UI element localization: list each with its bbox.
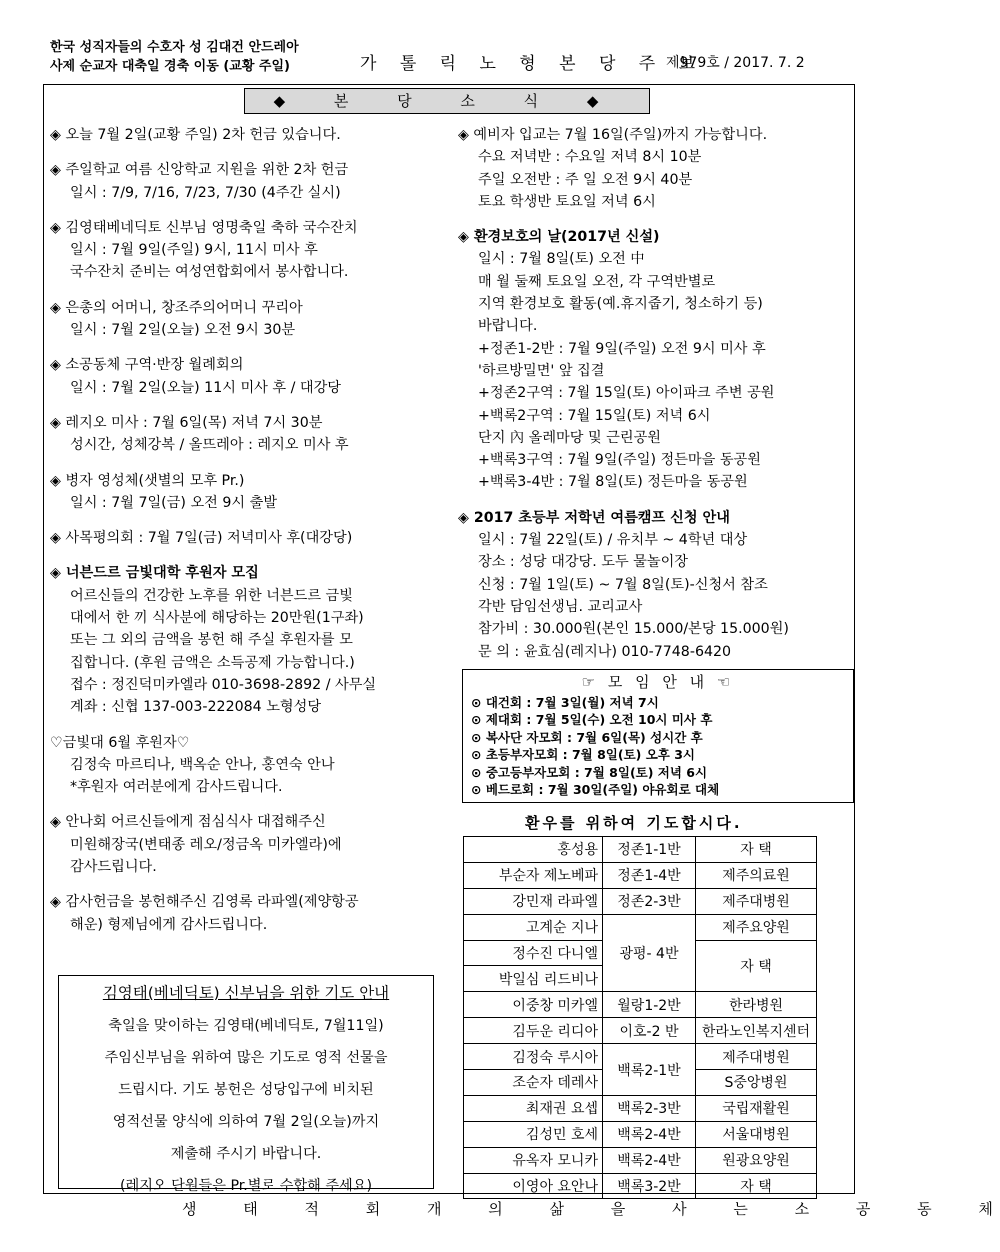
patient-name: 홍성용 [464, 837, 603, 863]
notice-heading: ◈ 너븐드르 금빛대학 후원자 모집 [50, 565, 259, 582]
patient-group: 월랑1-2반 [603, 992, 696, 1018]
table-row [464, 1147, 817, 1173]
patient-name: 박일심 리드비나 [464, 966, 603, 992]
patient-location: 제주의료원 [696, 862, 817, 888]
prayer-guide-text [59, 1010, 433, 1202]
notice-item [50, 562, 450, 718]
table-row [464, 1095, 817, 1121]
patient-location: 국립재활원 [696, 1095, 817, 1121]
patient-name: 이영아 요안나 [464, 1173, 603, 1199]
table-row [464, 1018, 817, 1044]
notice-line: 일시 : 7월 22일(토) / 유치부 ~ 4학년 대상 [478, 532, 748, 549]
notice-line: 미원해장국(변태종 레오/정금옥 미카엘라)에 [70, 836, 342, 853]
patient-group: 백록3-2반 [603, 1173, 696, 1199]
patient-name: 이중창 미카엘 [464, 992, 603, 1018]
patient-group: 백록2-1반 [603, 1044, 696, 1096]
notice-line: 토요 학생반 토요일 저녁 6시 [478, 193, 656, 210]
notice-item [50, 124, 450, 146]
prayer-guide-line: (레지오 단원들은 Pr.별로 수합해 주세요) [119, 1178, 373, 1194]
patient-location: 자 택 [696, 940, 817, 992]
header-left-line2: 사제 순교자 대축일 경축 이동 (교황 주일) [50, 59, 290, 74]
prayer-table [463, 836, 817, 1199]
notice-line: 대에서 한 끼 식사분에 해당하는 20만원(1구좌) [70, 610, 364, 627]
notice-line: 집합니다. (후원 금액은 소득공제 가능합니다.) [70, 654, 355, 671]
patient-name: 김정숙 루시아 [464, 1044, 603, 1070]
notice-item [50, 217, 450, 284]
notice-line: 계좌 : 신협 137-003-222084 노형성당 [70, 699, 322, 716]
notice-line: 각반 담임선생님. 교리교사 [478, 598, 643, 615]
footer-motto: 생 태 적 회 개 의 삶 을 사 는 소 공 동 체 [182, 1200, 1000, 1218]
notice-line: 수요 저녁반 : 수요일 저녁 8시 10분 [478, 149, 702, 166]
notice-line: +정존2구역 : 7월 15일(토) 아이파크 주변 공원 [478, 385, 775, 402]
prayer-guide-line: 영적선물 양식에 의하여 7월 2일(오늘)까지 [112, 1114, 380, 1130]
notice-item [50, 470, 450, 515]
patient-group: 이호-2 반 [603, 1018, 696, 1044]
patient-name: 조순자 데레사 [464, 1070, 603, 1096]
patient-location: 제주요양원 [696, 914, 817, 940]
notice-item [50, 412, 450, 457]
notice-heading: ◈ 감사헌금을 봉헌해주신 김영록 라파엘(제양항공 [50, 894, 359, 911]
notice-heading: ◈ 오늘 7월 2일(교황 주일) 2차 헌금 있습니다. [50, 127, 341, 143]
header-left-line1: 한국 성직자들의 수호자 성 김대건 안드레아 [50, 40, 299, 55]
meeting-item: ⊙ 중고등부자모회 : 7월 8일(토) 저녁 6시 [471, 764, 708, 780]
notice-heading: ◈ 환경보호의 날(2017년 신설) [458, 229, 660, 246]
patient-group: 백록2-4반 [603, 1121, 696, 1147]
header-left [50, 38, 299, 76]
notice-item [458, 226, 850, 494]
table-row [464, 1173, 817, 1199]
patient-group: 백록2-4반 [603, 1147, 696, 1173]
notice-heading: ◈ 레지오 미사 : 7월 6일(목) 저녁 7시 30분 [50, 414, 323, 431]
notice-line: 감사드립니다. [70, 859, 157, 876]
patient-location: 자 택 [696, 837, 817, 863]
patient-group: 정존1-4반 [603, 862, 696, 888]
notice-heading: ♡금빛대 6월 후원자♡ [50, 734, 190, 751]
notice-line: 또는 그 외의 금액을 봉헌 해 주실 후원자를 모 [70, 632, 353, 649]
notice-line: 일시 : 7월 2일(오늘) 오전 9시 30분 [70, 322, 296, 339]
prayer-guide-line: 제출해 주시기 바랍니다. [170, 1146, 322, 1162]
patient-name: 정수진 다니엘 [464, 940, 603, 966]
notice-item [50, 159, 450, 204]
patient-name: 김성민 호세 [464, 1121, 603, 1147]
table-row [464, 1044, 817, 1070]
notice-heading: ◈ 안나회 어르신들에게 점심식사 대접해주신 [50, 814, 326, 831]
notice-item [50, 527, 450, 549]
notice-line: 접수 : 정진덕미카엘라 010-3698-2892 / 사무실 [70, 676, 377, 693]
issue-number: 제979호 / 2017. 7. 2 [666, 55, 805, 71]
patient-location: 제주대병원 [696, 888, 817, 914]
meeting-item: ⊙ 대건회 : 7월 3일(월) 저녁 7시 [471, 694, 659, 710]
table-row [464, 914, 817, 940]
notice-item [50, 354, 450, 399]
patient-name: 최재권 요셉 [464, 1095, 603, 1121]
notice-line: 국수잔치 준비는 여성연합회에서 봉사합니다. [70, 264, 349, 281]
patient-group: 정존1-1반 [603, 837, 696, 863]
table-row [464, 837, 817, 863]
notice-line: *후원자 여러분에게 감사드립니다. [70, 779, 283, 796]
notice-line: 참가비 : 30.000원(본인 15.000/본당 15.000원) [478, 621, 789, 638]
notice-heading: ◈ 은총의 어머니, 창조주의어머니 꾸리아 [50, 299, 303, 316]
patient-location: 한라병원 [696, 992, 817, 1018]
notice-line: +백록3구역 : 7월 9일(주일) 정든마을 동공원 [478, 452, 761, 469]
notice-line: 해운) 형제님에게 감사드립니다. [70, 916, 268, 933]
notice-heading: ◈ 소공동체 구역·반장 월례회의 [50, 357, 244, 374]
meeting-item: ⊙ 제대회 : 7월 5일(수) 오전 10시 미사 후 [471, 712, 713, 727]
meeting-item: ⊙ 베드로회 : 7월 30일(주일) 야유회로 대체 [471, 782, 720, 797]
patient-name: 유옥자 모니카 [464, 1147, 603, 1173]
notice-line: '하르방밀면' 앞 집결 [478, 362, 605, 379]
notice-item [458, 507, 850, 663]
notice-line: 신청 : 7월 1일(토) ~ 7월 8일(토)-신청서 참조 [478, 576, 768, 593]
prayer-guide-line: 주임신부님을 위하여 많은 기도로 영적 선물을 [104, 1050, 388, 1066]
section-title: ◆ 본 당 소 식 ◆ [244, 88, 650, 114]
right-column [458, 124, 850, 676]
notice-heading: ◈ 예비자 입교는 7월 16일(주일)까지 가능합니다. [458, 127, 768, 143]
notice-line: 성시간, 성체강복 / 올뜨레아 : 레지오 미사 후 [70, 437, 349, 454]
notice-heading: ◈ 병자 영성체(샛별의 모후 Pr.) [50, 472, 245, 489]
patient-location: 서울대병원 [696, 1121, 817, 1147]
notice-line: 주일 오전반 : 주 일 오전 9시 40분 [478, 171, 693, 188]
notice-line: 매 월 둘째 토요일 오전, 각 구역반별로 [478, 273, 716, 290]
meeting-item: ⊙ 복사단 자모회 : 7월 6일(목) 성시간 후 [471, 729, 703, 745]
meeting-item: ⊙ 초등부자모회 : 7월 8일(토) 오후 3시 [471, 747, 696, 762]
bulletin-title: 가 톨 릭 노 형 본 당 주 보 [360, 54, 705, 74]
patient-location: 제주대병원 [696, 1044, 817, 1070]
patient-group: 광평- 4반 [603, 914, 696, 992]
notice-heading: ◈ 2017 초등부 저학년 여름캠프 신청 안내 [458, 509, 730, 526]
patient-location: 원광요양원 [696, 1147, 817, 1173]
notice-heading: ◈ 사목평의회 : 7월 7일(금) 저녁미사 후(대강당) [50, 530, 353, 547]
notice-line: 지역 환경보호 활동(예.휴지줍기, 청소하기 등) [478, 296, 763, 313]
patient-group: 백록2-3반 [603, 1095, 696, 1121]
notice-item [50, 732, 450, 799]
table-row [464, 862, 817, 888]
notice-line: 문 의 : 윤효심(레지나) 010-7748-6420 [478, 643, 732, 660]
notice-line: +백록3-4반 : 7월 8일(토) 정든마을 동공원 [478, 474, 748, 491]
patient-group: 정존2-3반 [603, 888, 696, 914]
notice-line: 단지 內 올레마당 및 근린공원 [478, 429, 661, 446]
table-row [464, 888, 817, 914]
notice-item [50, 811, 450, 878]
notice-line: 일시 : 7월 8일(토) 오전 中 [478, 251, 645, 268]
prayer-list-title: 환우를 위하여 기도합시다. [525, 814, 743, 832]
prayer-table-wrap [463, 836, 817, 1199]
meetings-box [462, 669, 854, 803]
table-row [464, 992, 817, 1018]
patient-name: 고계순 지나 [464, 914, 603, 940]
prayer-guide-title: 김영태(베네딕토) 신부님을 위한 기도 안내 [102, 984, 390, 1002]
patient-location: S중앙병원 [696, 1070, 817, 1096]
patient-location: 한라노인복지센터 [696, 1018, 817, 1044]
notice-item [458, 124, 850, 213]
prayer-guide-line: 축일을 맞이하는 김영태(베네딕토, 7월11일) [108, 1018, 384, 1034]
notice-line: 일시 : 7월 9일(주일) 9시, 11시 미사 후 [70, 242, 318, 259]
notice-heading: ◈ 김영태베네딕토 신부님 영명축일 축하 국수잔치 [50, 219, 358, 236]
notice-line: 일시 : 7월 7일(금) 오전 9시 출발 [70, 494, 278, 511]
notice-line: 장소 : 성당 대강당. 도두 물놀이장 [478, 554, 689, 571]
notice-line: 일시 : 7/9, 7/16, 7/23, 7/30 (4주간 실시) [70, 184, 341, 201]
notice-item [50, 891, 450, 936]
patient-location: 자 택 [696, 1173, 817, 1199]
meetings-title: ☞ 모 임 안 내 ☜ [581, 673, 735, 691]
prayer-guide-line: 드립시다. 기도 봉헌은 성당입구에 비치된 [118, 1082, 374, 1098]
notice-line: 일시 : 7월 2일(오늘) 11시 미사 후 / 대강당 [70, 379, 341, 396]
patient-name: 부순자 제노베파 [464, 862, 603, 888]
notice-heading: ◈ 주일학교 여름 신앙학교 지원을 위한 2차 헌금 [50, 162, 349, 179]
table-row [464, 1121, 817, 1147]
meetings-list [471, 694, 845, 799]
prayer-guide-box [58, 975, 434, 1194]
patient-name: 강민재 라파엘 [464, 888, 603, 914]
left-column [50, 124, 450, 949]
notice-line: 바랍니다. [478, 318, 538, 335]
notice-line: +정존1-2반 : 7월 9일(주일) 오전 9시 미사 후 [478, 340, 766, 357]
notice-line: +백록2구역 : 7월 15일(토) 저녁 6시 [478, 407, 711, 424]
notice-item [50, 297, 450, 342]
patient-name: 김두운 리디아 [464, 1018, 603, 1044]
notice-line: 김정숙 마르티나, 백옥순 안나, 홍연숙 안나 [70, 756, 335, 773]
notice-line: 어르신들의 건강한 노후를 위한 너븐드르 금빛 [70, 587, 353, 604]
